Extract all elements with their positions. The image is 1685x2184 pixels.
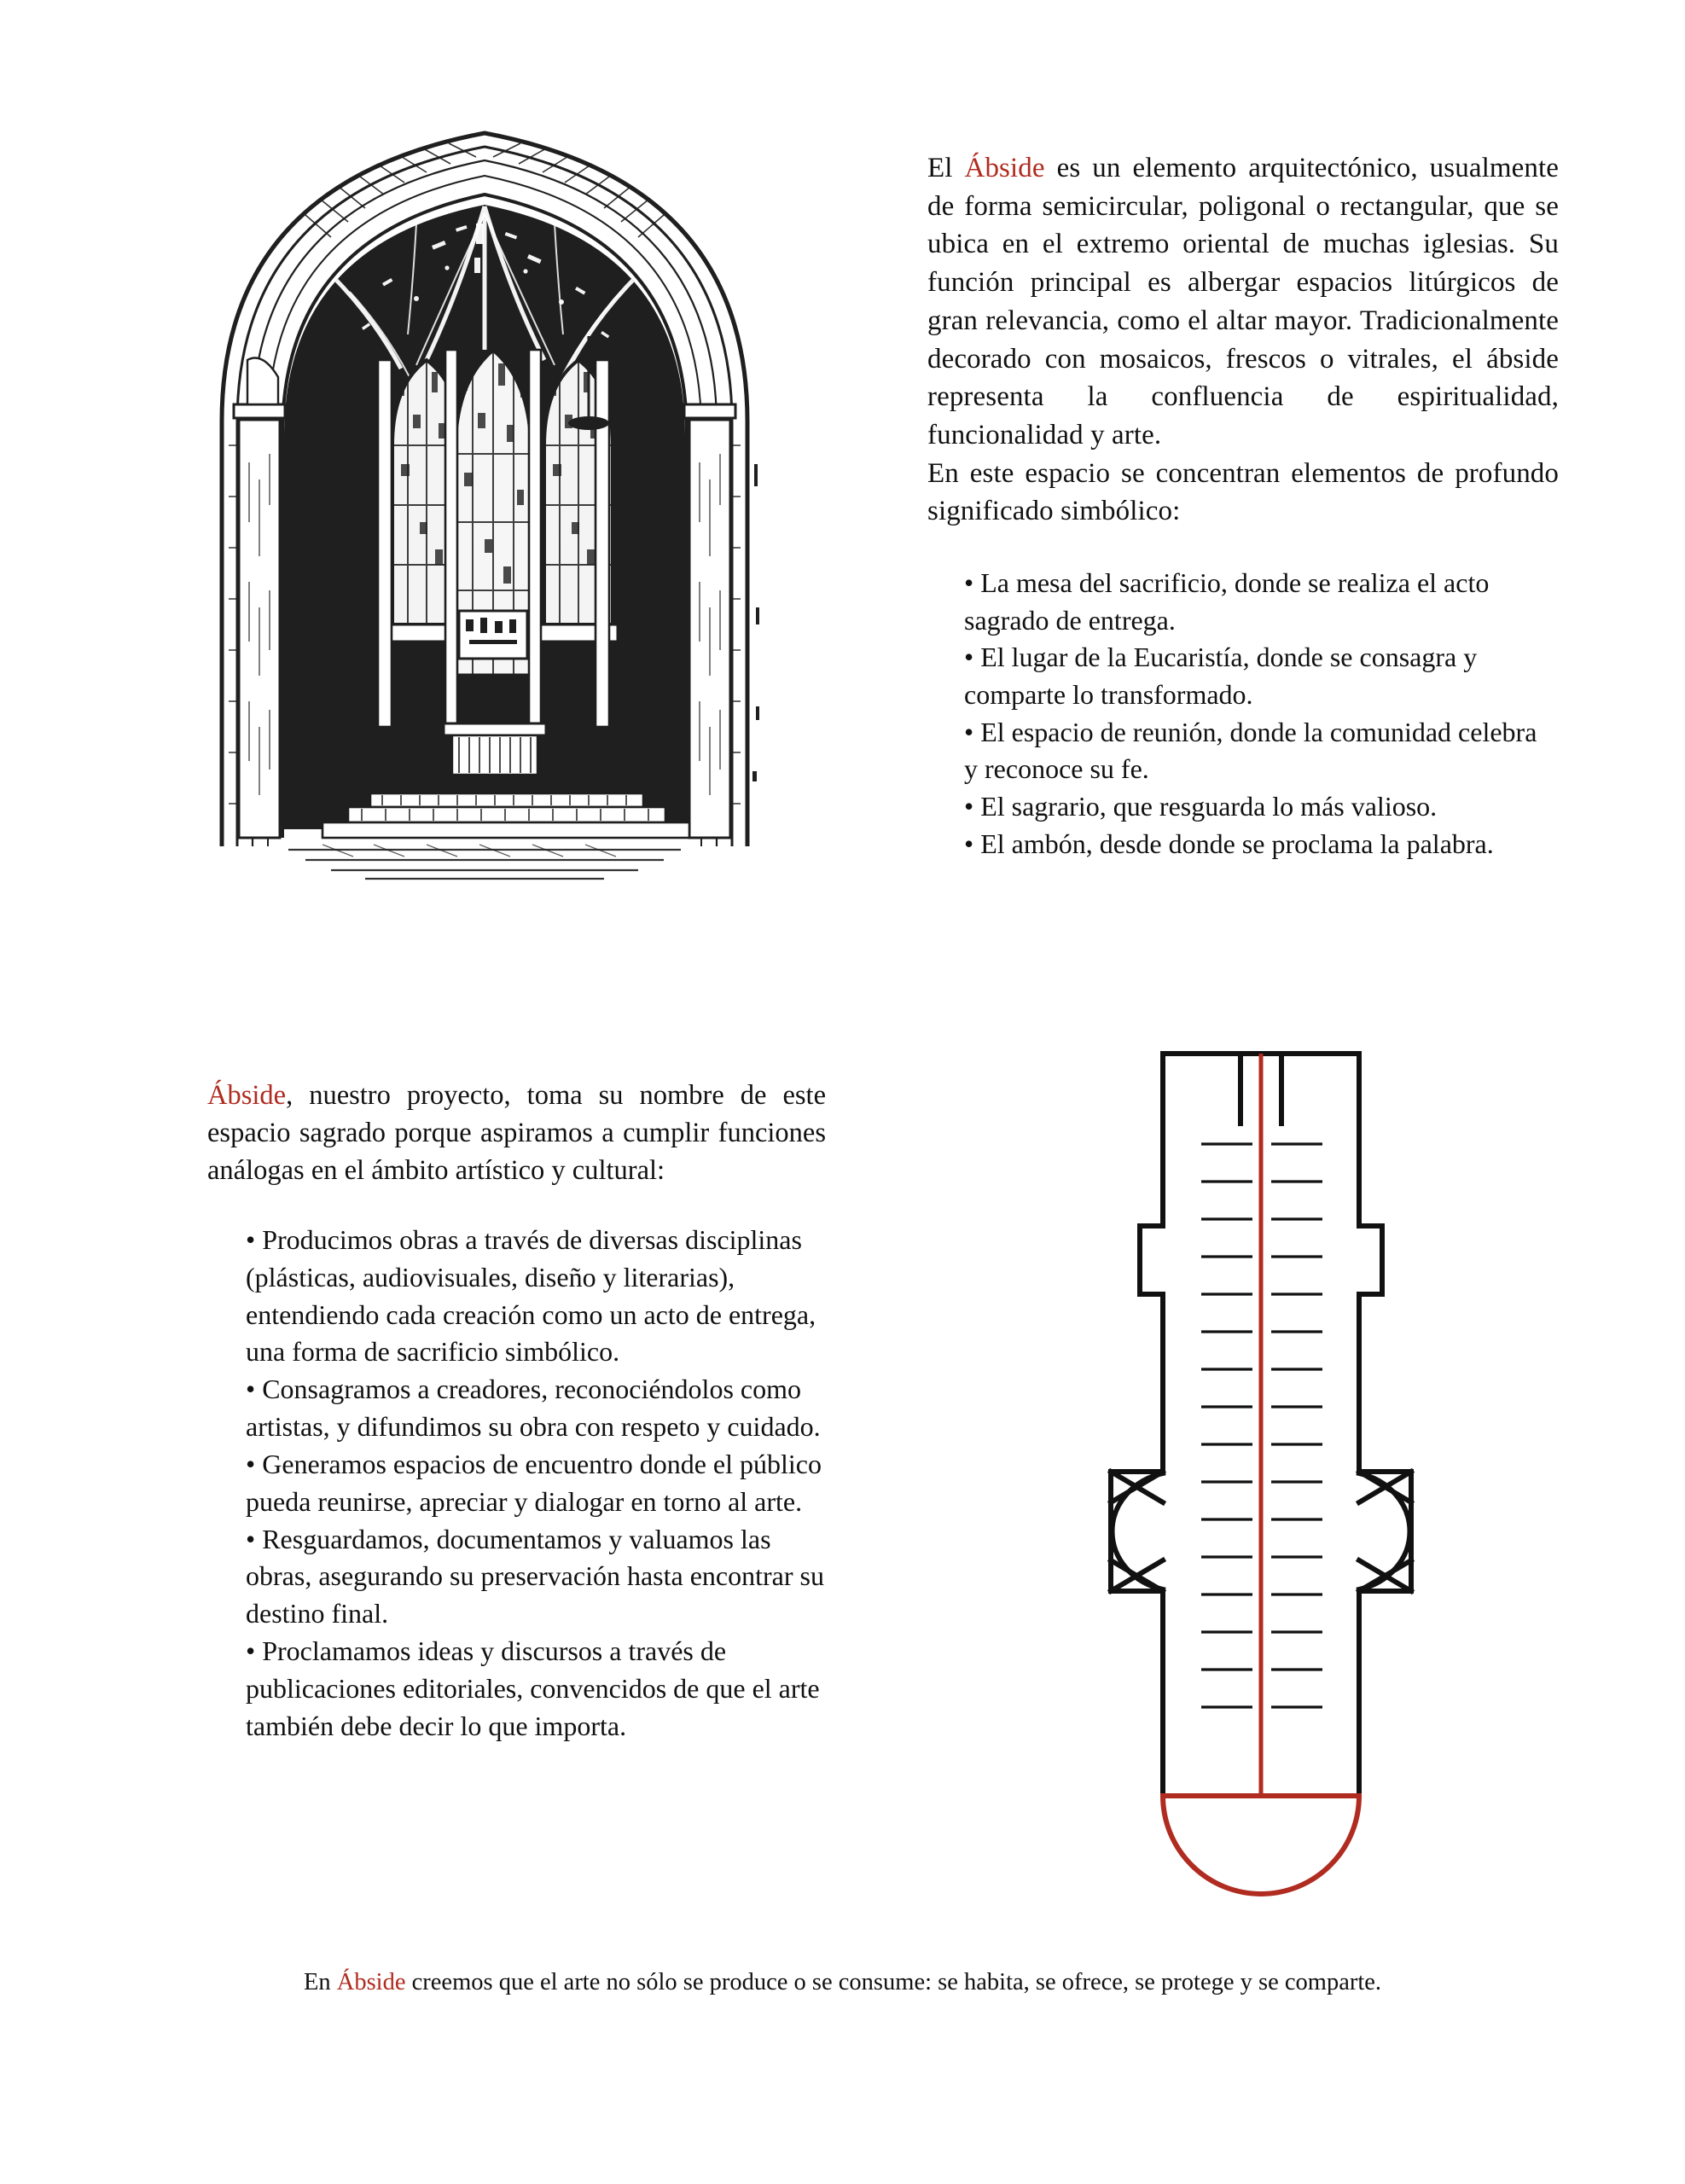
list-item: • El ambón, desde donde se proclama la palabra. [964,828,1494,859]
intro-paragraph-1-body: es un elemento arquitectónico, usualmente de forma semicircular, poligonal o rectangular, que se ubica en el extremo oriental de muchas iglesias. Su función principal es albergar espacios litúrgicos de gran relevancia, como el altar mayor. Tradicionalmente decorado con mosaicos, frescos o vitrales, el ábside representa la confluencia de espiritualidad, funcionalidad y arte. [927,153,1559,450]
list-item: • Generamos espacios de encuentro donde el público pueda reunirse, apreciar y dialogar en torno al arte. [246,1448,822,1517]
intro-bullet-list [964,565,1553,863]
intro-paragraph-1 [927,149,1559,455]
list-item: • El lugar de la Eucaristía, donde se consagra y comparte lo transformado. [964,642,1478,711]
brand-name-accent: Ábside [964,153,1045,183]
project-bullet-list [246,1222,830,1745]
project-paragraph-body: , nuestro proyecto, toma su nombre de este espacio sagrado porque aspiramos a cumplir funciones análogas en el ámbito artístico y cultural: [207,1080,826,1187]
list-item: • Consagramos a creadores, reconociéndolos como artistas, y difundimos su obra con respeto y cuidado. [246,1374,821,1443]
footer-prefix: En [303,1969,337,1995]
list-item: • El espacio de reunión, donde la comunidad celebra y reconoce su fe. [964,716,1537,785]
list-item: • El sagrario, que resguarda lo más valioso. [964,791,1438,822]
church-floorplan-diagram [1082,1028,1440,1966]
list-item: • Producimos obras a través de diversas disciplinas (plásticas, audiovisuales, diseño y literarias), entendiendo cada creación como un acto de entrega, una forma de sacrificio simbólico. [246,1224,816,1368]
apse-engraving-illustration [203,78,766,889]
footer-tagline [0,1966,1685,1998]
footer-text [304,1966,1381,1998]
project-text-column [207,1077,826,1190]
footer-suffix: creemos que el arte no sólo se produce o se consume: se habita, se ofrece, se protege y se comparte. [405,1969,1382,1995]
list-item: • Resguardamos, documentamos y valuamos las obras, asegurando su preservación hasta encontrar su destino final. [246,1523,824,1629]
project-paragraph [207,1077,826,1190]
list-item: • La mesa del sacrificio, donde se realiza el acto sagrado de entrega. [964,567,1490,636]
brand-name-accent: Ábside [336,1969,406,1995]
intro-lead-plain: El [927,153,965,183]
intro-text-column [927,149,1559,531]
list-item: • Proclamamos ideas y discursos a través de publicaciones editoriales, convencidos de que el arte también debe decir lo que importa. [246,1635,820,1741]
intro-paragraph-2: En este espacio se concentran elementos de profundo significado simbólico: [927,457,1559,527]
brand-name-accent: Ábside [207,1080,287,1111]
